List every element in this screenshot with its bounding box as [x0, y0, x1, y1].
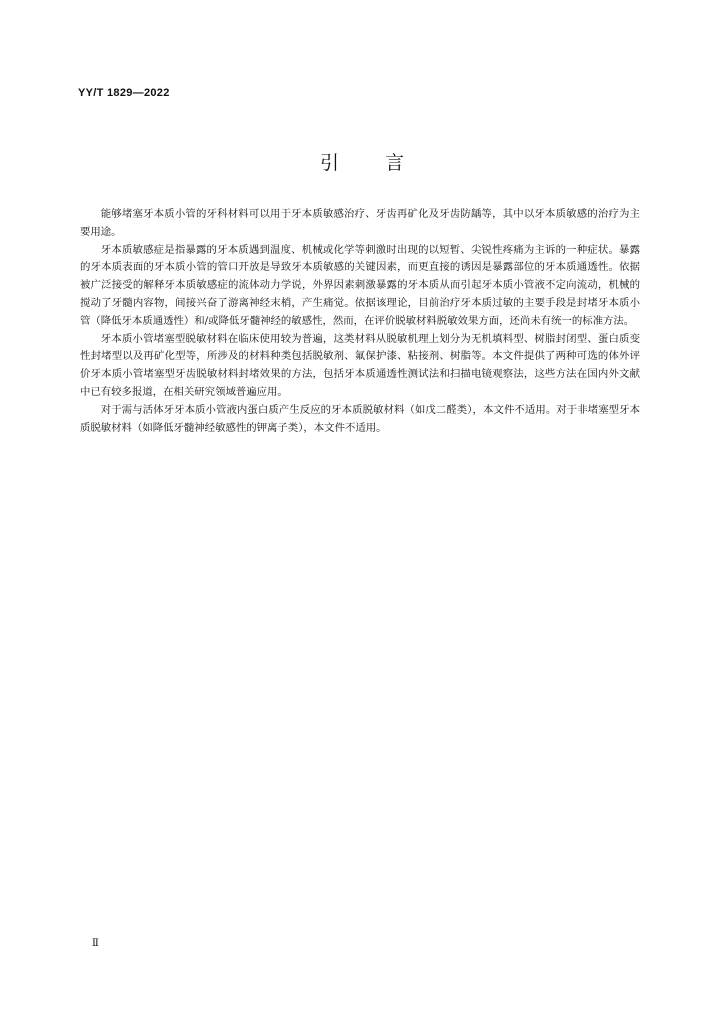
body-text: [80, 206, 640, 437]
paragraph-3: 牙本质小管堵塞型脱敏材料在临床使用较为普遍，这类材料从脱敏机理上划分为无机填料型、树脂封闭型、蛋白质变性封堵型以及再矿化型等，所涉及的材料种类包括脱敏剂、氟保护漆、粘接剂、树脂等。本文件提供了两种可选的体外评价牙本质小管堵塞型牙齿脱敏材料封堵效果的方法，包括牙本质通透性测试法和扫描电镜观察法，这些方法在国内外文献中已有较多报道，在相关研究领域普遍应用。: [80, 332, 640, 398]
section-title: 引言: [319, 152, 450, 174]
standard-code: YY/T 1829—2022: [78, 87, 170, 99]
paragraph-4: 对于需与活体牙牙本质小管液内蛋白质产生反应的牙本质脱敏材料（如戊二醛类），本文件不适用。对于非堵塞型牙本质脱敏材料（如降低牙髓神经敏感性的钾离子类），本文件不适用。: [80, 403, 640, 434]
paragraph-1: 能够堵塞牙本质小管的牙科材料可以用于牙本质敏感治疗、牙齿再矿化及牙齿防龋等，其中以牙本质敏感的治疗为主要用途。: [80, 208, 640, 238]
page-number: Ⅱ: [92, 938, 99, 949]
paragraph-2: 牙本质敏感症是指暴露的牙本质遇到温度、机械或化学等刺激时出现的以短暂、尖锐性疼痛为主诉的一种症状。暴露的牙本质表面的牙本质小管的管口开放是导致牙本质敏感的关键因素，而更直接的诱因是暴露部位的牙本质通透性。依据被广泛接受的解释牙本质敏感症的流体动力学说，外界因素刺激暴露的牙本质从而引起牙本质小管液不定向流动，机械的搅动了牙髓内容物，间接兴奋了游离神经末梢，产生痛觉。依据该理论，目前治疗牙本质过敏的主要手段是封堵牙本质小管（降低牙本质通透性）和/或降低牙髓神经的敏感性，然而，在评价脱敏材料脱敏效果方面，还尚未有统一的标准方法。: [80, 243, 640, 327]
